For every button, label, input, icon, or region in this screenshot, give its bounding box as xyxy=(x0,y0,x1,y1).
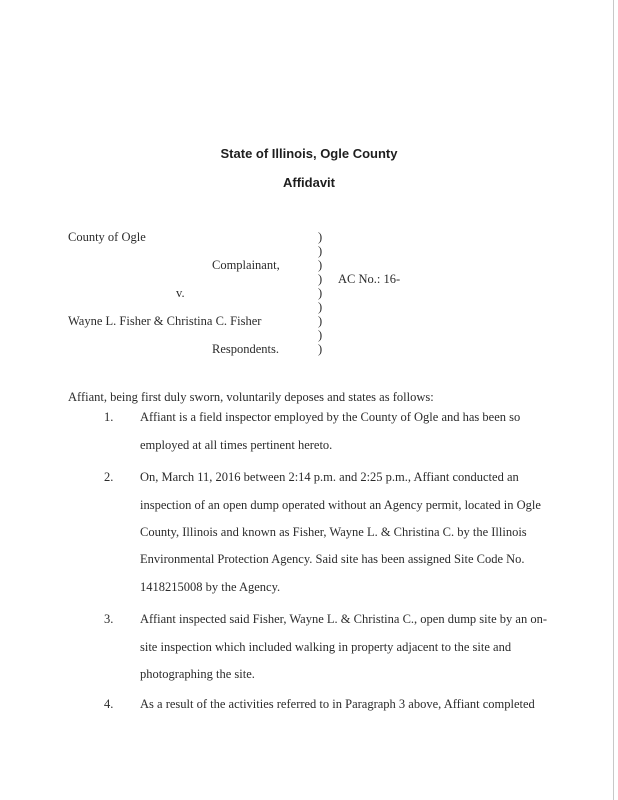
case-number: AC No.: 16- xyxy=(338,272,401,286)
complainant-name: County of Ogle xyxy=(68,230,146,244)
paragraph-line: photographing the site. xyxy=(140,667,255,681)
caption-paren: ) xyxy=(318,258,323,272)
paragraph-number: 3. xyxy=(104,612,114,626)
document-title: State of Illinois, Ogle County xyxy=(220,146,398,161)
paragraph-line: On, March 11, 2016 between 2:14 p.m. and 2:25 p.m., Affiant conducted an xyxy=(140,470,519,484)
caption-paren: ) xyxy=(318,328,323,342)
paragraph-line: 1418215008 by the Agency. xyxy=(140,580,281,594)
paragraph-line: Affiant inspected said Fisher, Wayne L. & Christina C., open dump site by an on- xyxy=(140,612,547,626)
caption-paren: ) xyxy=(318,300,323,314)
versus-label: v. xyxy=(176,286,185,300)
caption-paren: ) xyxy=(318,244,323,258)
complainant-role: Complainant, xyxy=(212,258,280,272)
paragraph-line: As a result of the activities referred to in Paragraph 3 above, Affiant completed xyxy=(140,697,535,711)
paragraph-line: Affiant is a field inspector employed by the County of Ogle and has been so xyxy=(140,410,521,424)
document-subtitle: Affidavit xyxy=(283,175,335,190)
paragraph-number: 2. xyxy=(104,470,114,484)
paragraph-number: 4. xyxy=(104,697,114,711)
paragraph-line: County, Illinois and known as Fisher, Wayne L. & Christina C. by the Illinois xyxy=(140,525,527,539)
caption-paren: ) xyxy=(318,342,323,356)
page-edge-line xyxy=(613,0,614,800)
caption-paren: ) xyxy=(318,230,323,244)
paragraph-number: 1. xyxy=(104,410,114,424)
respondent-role: Respondents. xyxy=(212,342,280,356)
caption-paren: ) xyxy=(318,314,323,328)
caption-paren: ) xyxy=(318,286,323,300)
paragraph-line: Environmental Protection Agency. Said site has been assigned Site Code No. xyxy=(140,552,525,566)
affidavit-intro: Affiant, being first duly sworn, voluntarily deposes and states as follows: xyxy=(68,390,434,404)
paragraph-line: site inspection which included walking in property adjacent to the site and xyxy=(140,640,512,654)
paragraph-line: employed at all times pertinent hereto. xyxy=(140,438,333,452)
caption-paren: ) xyxy=(318,272,323,286)
respondent-names: Wayne L. Fisher & Christina C. Fisher xyxy=(68,314,262,328)
paragraph-line: inspection of an open dump operated without an Agency permit, located in Ogle xyxy=(140,498,541,512)
